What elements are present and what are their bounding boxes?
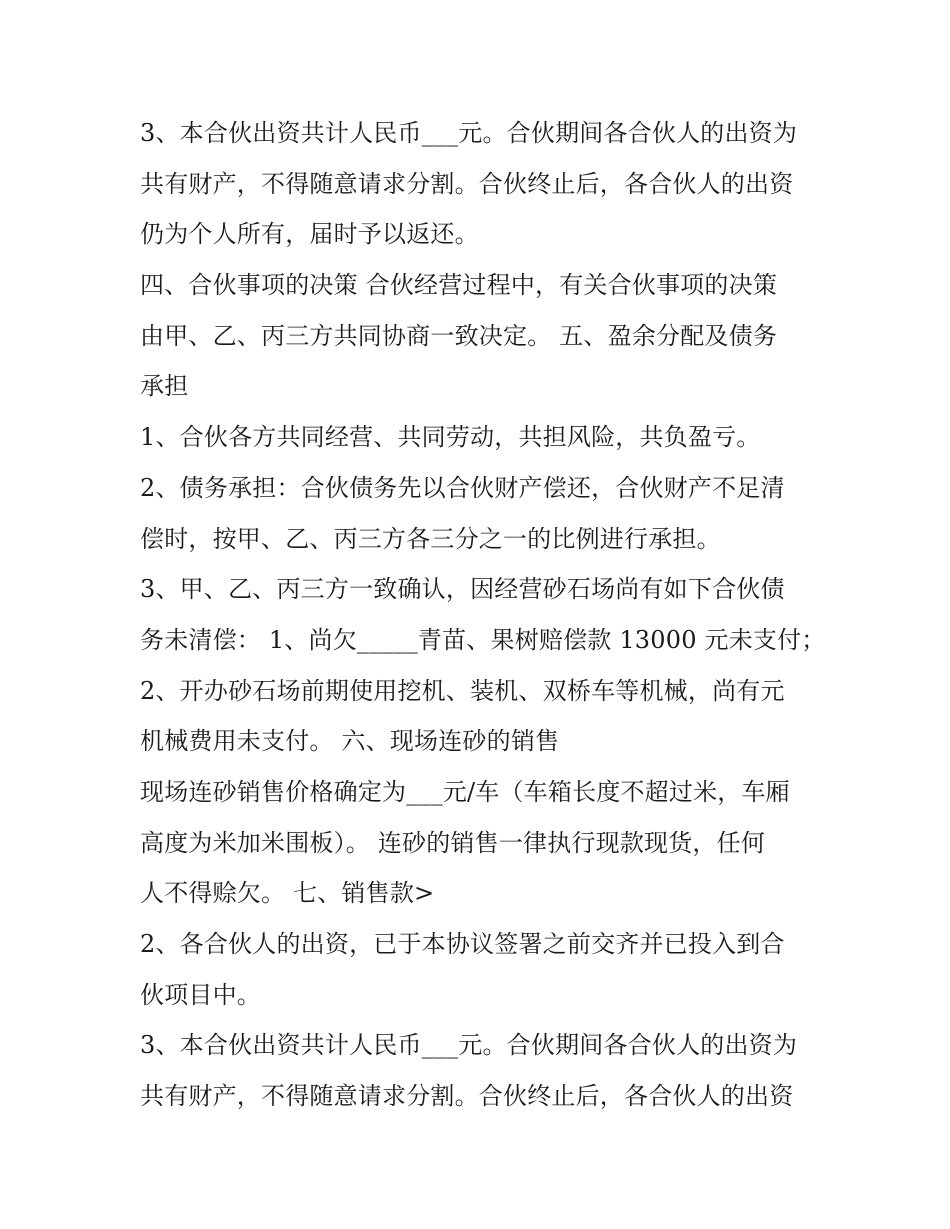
document-body — [140, 108, 826, 1122]
text-line: 机械费用未支付。 六、现场连砂的销售 — [140, 727, 560, 756]
paragraph-capital-contribution — [140, 108, 820, 260]
text-line: 四、合伙事项的决策 合伙经营过程中，有关合伙事项的决策 — [140, 271, 778, 300]
text-line: 1、合伙各方共同经营、共同劳动，共担风险，共负盈亏。 — [140, 423, 761, 452]
text-line: 现场连砂销售价格确定为___元/车（车箱长度不超过米，车厢 — [140, 777, 790, 806]
text-line: 务未清偿： 1、尚欠_____青苗、果树赔偿款 13000 元未支付； — [140, 625, 826, 654]
text-line: 3、本合伙出资共计人民币___元。合伙期间各合伙人的出资为 — [140, 119, 798, 147]
text-line: 3、本合伙出资共计人民币___元。合伙期间各合伙人的出资为 — [140, 1031, 798, 1060]
text-line: 2、债务承担：合伙债务先以合伙财产偿还，合伙财产不足清 — [140, 473, 785, 502]
text-line: 承担 — [140, 372, 189, 401]
text-line: 高度为米加米围板）。 连砂的销售一律执行现款现货，任何 — [140, 828, 766, 857]
text-line: 伙项目中。 — [140, 980, 261, 1009]
paragraph-decision-making — [140, 260, 820, 412]
paragraph-outstanding-debts — [140, 564, 826, 767]
paragraph-debt-liability — [140, 463, 820, 564]
paragraph-joint-operation — [140, 412, 820, 463]
paragraph-capital-contribution-repeat — [140, 1020, 820, 1121]
paragraph-sand-sales — [140, 767, 820, 919]
text-line: 3、甲、乙、丙三方一致确认，因经营砂石场尚有如下合伙债 — [140, 575, 785, 604]
text-line: 2、开办砂石场前期使用挖机、装机、双桥车等机械，尚有元 — [140, 676, 785, 705]
text-line: 仍为个人所有，届时予以返还。 — [140, 220, 479, 249]
text-line: 人不得赊欠。 七、销售款> — [140, 879, 435, 908]
text-line: 由甲、乙、丙三方共同协商一致决定。 五、盈余分配及债务 — [140, 321, 778, 350]
text-line: 共有财产，不得随意请求分割。合伙终止后，各合伙人的出资 — [140, 169, 794, 198]
paragraph-contribution-paid — [140, 919, 820, 1020]
text-line: 偿时，按甲、乙、丙三方各三分之一的比例进行承担。 — [140, 524, 721, 553]
text-line: 共有财产，不得随意请求分割。合伙终止后，各合伙人的出资 — [140, 1082, 794, 1111]
text-line: 2、各合伙人的出资，已于本协议签署之前交齐并已投入到合 — [140, 930, 785, 958]
